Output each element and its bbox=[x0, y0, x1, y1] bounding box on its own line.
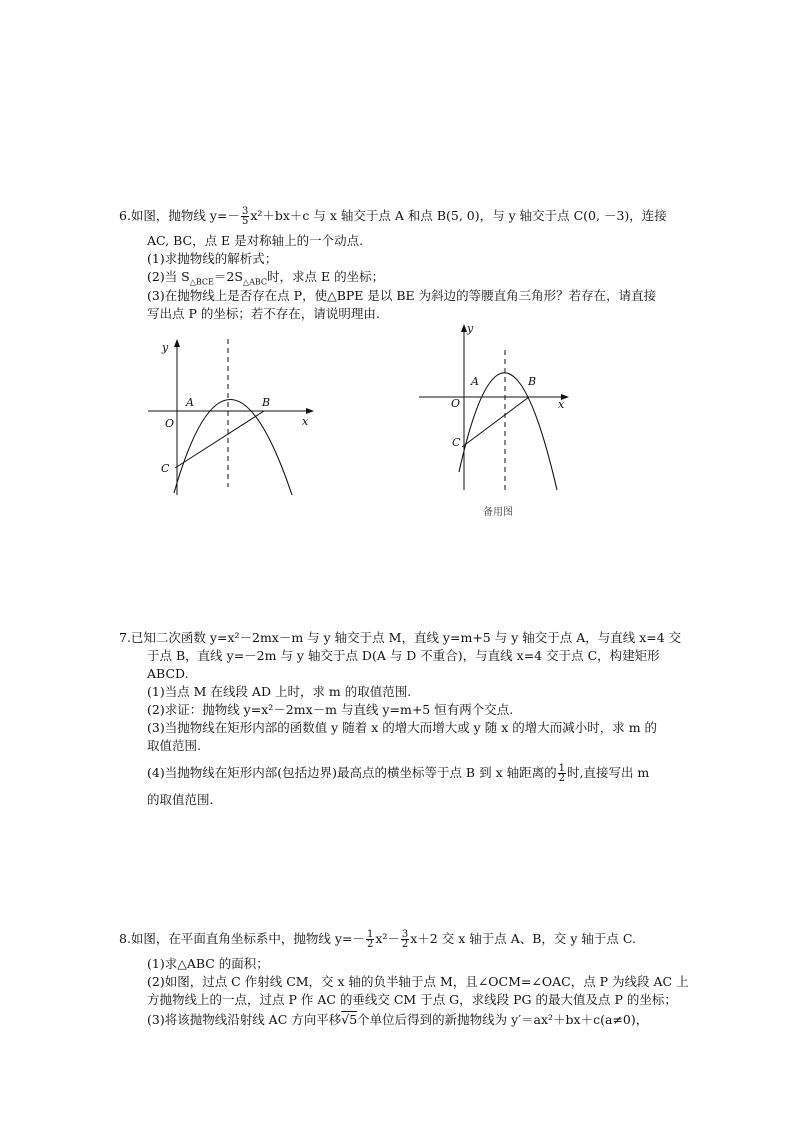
q7-line-8: (4)当抛物线在矩形内部(包括边界)最高点的横坐标等于点 B 到 x 轴距离的 $\frac{1}{2}$ 时,直接写出 m bbox=[147, 763, 650, 784]
origin-label: O bbox=[451, 397, 461, 410]
q6-line-4: (2)当 $S_{\triangle BCE}=2S_{\triangle ABC}$时，求点 E 的坐标； bbox=[147, 269, 385, 287]
q8-line-4: 方抛物线上的一点，过点 P 作 AC 的垂线交 CM 于点 G，求线段 PG 的最大值及点 P 的坐标； bbox=[147, 992, 677, 1007]
origin-label: O bbox=[165, 417, 175, 430]
q6-figure-backup bbox=[415, 320, 575, 495]
q8-line-5: (3)将该抛物线沿射线 AC 方向平移√5个单位后得到的新抛物线为 y′＝ax²＋bx＋c(a≠0)， bbox=[147, 1012, 649, 1027]
q6-fraction: $\frac{3}{5}$ bbox=[241, 206, 249, 227]
point-a-label: A bbox=[471, 375, 479, 388]
point-c-label: C bbox=[452, 436, 461, 449]
q8-line-1: 8.如图，在平面直角坐标系中，抛物线 y=－ $\frac{1}{2}$ x²－ $\frac{3}{2}$ x＋2 交 x 轴于点 A、B，交 y 轴于点 C. bbox=[119, 929, 636, 950]
x-axis-label: x bbox=[558, 398, 565, 411]
point-a-label: A bbox=[186, 396, 194, 409]
figure-caption: 备用图 bbox=[483, 507, 513, 518]
point-c-label: C bbox=[161, 462, 170, 475]
q7-line-1: 7.已知二次函数 y=x²－2mx－m 与 y 轴交于点 M，直线 y=m+5 与 y 轴交于点 A，与直线 x=4 交 bbox=[119, 630, 682, 645]
q8-fraction-1: $\frac{1}{2}$ bbox=[366, 929, 374, 950]
x-axis-label: x bbox=[302, 415, 309, 428]
q6-line-3: (1)求抛物线的解析式； bbox=[147, 251, 278, 266]
q7-line-5: (2)求证：抛物线 y=x²－2mx－m 与直线 y=m+5 恒有两个交点. bbox=[147, 702, 514, 717]
q8-fraction-2: $\frac{3}{2}$ bbox=[401, 929, 409, 950]
y-axis-label: y bbox=[467, 322, 474, 335]
q7-line-2: 于点 B，直线 y=－2m 与 y 轴交于点 D(A 与 D 不重合)，与直线 x=4 交于点 C，构建矩形 bbox=[147, 648, 660, 663]
q6-line-6: 写出点 P 的坐标；若不存在，请说明理由. bbox=[147, 306, 380, 321]
q6-figure-main bbox=[140, 335, 320, 500]
q7-line-4: (1)当点 M 在线段 AD 上时，求 m 的取值范围. bbox=[147, 684, 412, 699]
point-b-label: B bbox=[262, 396, 271, 409]
q6-line-1: 6.如图，抛物线 y=－ $\frac{3}{5}$ x²＋bx＋c 与 x 轴交于点 A 和点 B(5, 0)，与 y 轴交于点 C(0, －3)，连接 bbox=[119, 206, 667, 227]
q7-line-6: (3)当抛物线在矩形内部的函数值 y 随着 x 的增大而增大或 y 随 x 的增大而减小时，求 m 的 bbox=[147, 720, 658, 735]
point-b-label: B bbox=[528, 375, 537, 388]
y-axis-label: y bbox=[162, 341, 169, 354]
q7-line-7: 取值范围. bbox=[147, 738, 201, 753]
q6-line-2: AC, BC，点 E 是对称轴上的一个动点. bbox=[147, 233, 364, 248]
q7-line-3: ABCD. bbox=[147, 666, 189, 681]
q7-fraction: $\frac{1}{2}$ bbox=[558, 763, 565, 784]
q8-line-3: (2)如图，过点 C 作射线 CM，交 x 轴的负半轴于点 M，且∠OCM=∠OAC，点 P 为线段 AC 上 bbox=[147, 974, 689, 989]
q6-line-5: (3)在抛物线上是否存在点 P，使△BPE 是以 BE 为斜边的等腰直角三角形？若存在，请直接 bbox=[147, 288, 657, 303]
q7-line-9: 的取值范围. bbox=[147, 792, 214, 807]
q8-line-2: (1)求△ABC 的面积； bbox=[147, 956, 269, 971]
sqrt-five: √5 bbox=[341, 1012, 358, 1027]
